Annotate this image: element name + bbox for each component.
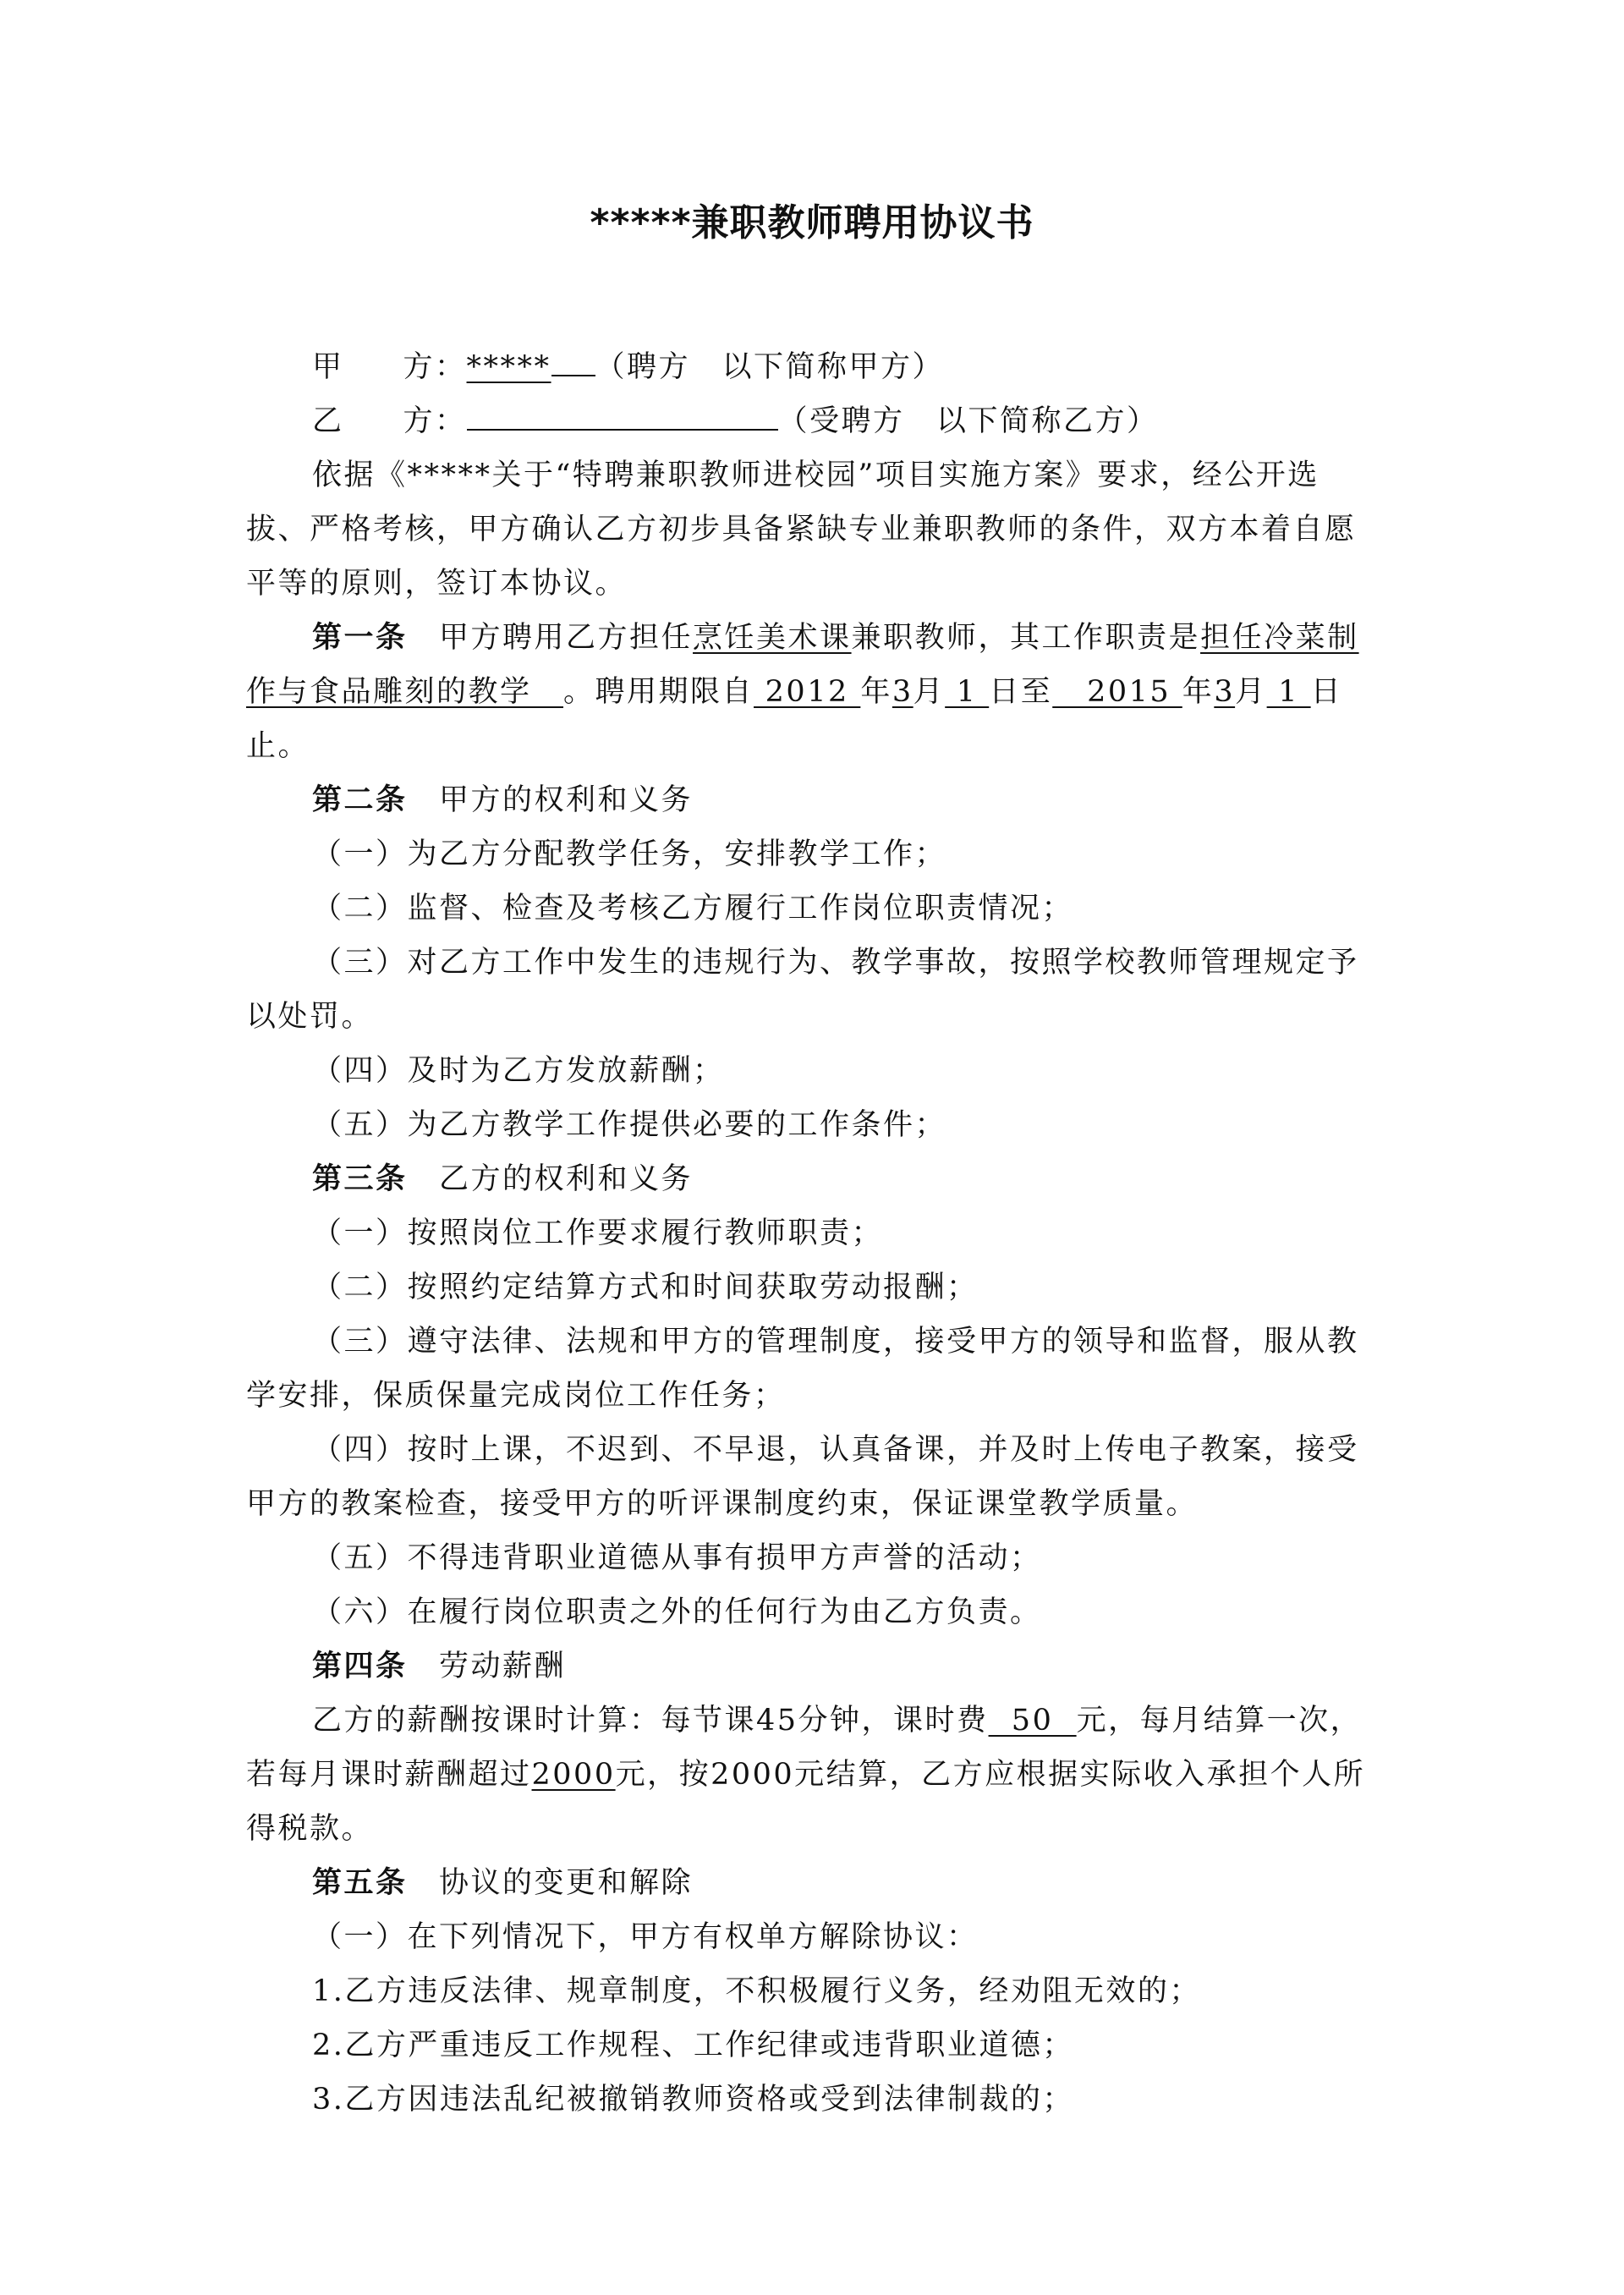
end-month: 3	[1214, 675, 1236, 709]
year-label: 年	[860, 675, 892, 709]
article-4-heading-line	[246, 1639, 1378, 1694]
party-b-label-1: 乙	[312, 404, 344, 438]
party-b-note: （受聘方 以下简称乙方）	[777, 404, 1159, 438]
party-b-line	[246, 394, 1378, 448]
month-label: 月	[913, 675, 946, 709]
article-4-heading: 第四条	[312, 1650, 408, 1683]
article-2-heading: 第二条	[312, 783, 408, 817]
list-item: （四）及时为乙方发放薪酬；	[312, 1054, 725, 1088]
list-item: （一）为乙方分配教学任务，安排教学工作；	[312, 837, 947, 871]
document-title: *****兼职教师聘用协议书	[590, 201, 1034, 244]
list-item: 1.乙方违反法律、规章制度，不积极履行义务，经劝阻无效的；	[312, 1974, 1201, 2008]
party-a-label-2: 方：	[403, 350, 467, 384]
article-3-heading-line	[246, 1152, 1378, 1206]
article-3-heading: 第三条	[312, 1162, 408, 1196]
document-body	[246, 340, 1378, 2127]
article-5-title: 协议的变更和解除	[407, 1866, 694, 1900]
party-a-name-underline	[551, 374, 595, 376]
party-a-name: *****	[466, 350, 551, 384]
party-b-name-blank[interactable]	[467, 428, 778, 431]
end-day: 1	[1266, 675, 1311, 709]
party-a-line	[246, 340, 1378, 394]
list-item: （三）遵守法律、法规和甲方的管理制度，接受甲方的领导和监督，服从教学安排，保质保量完成岗位工作任务；	[246, 1325, 1359, 1413]
list-item: （五）为乙方教学工作提供必要的工作条件；	[312, 1108, 947, 1142]
list-item: （四）按时上课，不迟到、不早退，认真备课，并及时上传电子教案，接受甲方的教案检查，接受甲方的听评课制度约束，保证课堂教学质量。	[246, 1433, 1359, 1521]
salary-paragraph	[246, 1694, 1378, 1856]
article-1-text: 。聘用期限自	[563, 675, 754, 709]
salary-text: 乙方的薪酬按课时计算：每节课45分钟，课时费	[312, 1704, 989, 1738]
start-day: 1	[945, 675, 990, 709]
article-5-subheading: （一）在下列情况下，甲方有权单方解除协议：	[312, 1920, 979, 1954]
job-duty: 担任冷菜制作与食品雕刻的教学	[246, 621, 1359, 709]
list-item: （六）在履行岗位职责之外的任何行为由乙方负责。	[312, 1595, 1042, 1629]
list-item: 2.乙方严重违反工作规程、工作纪律或违背职业道德；	[312, 2029, 1074, 2062]
article-5-heading: 第五条	[312, 1866, 408, 1900]
article-5-heading-line	[246, 1856, 1378, 1910]
list-item: （二）监督、检查及考核乙方履行工作岗位职责情况；	[312, 892, 1074, 925]
article-1-text: 日止。	[246, 675, 1343, 763]
article-1-text: 兼职教师，其工作职责是	[851, 621, 1201, 655]
month-label: 月	[1235, 675, 1267, 709]
list-item: （二）按照约定结算方式和时间获取劳动报酬；	[312, 1271, 979, 1304]
article-1-heading: 第一条	[312, 621, 408, 655]
party-a-note: （聘方 以下简称甲方）	[595, 350, 945, 384]
list-item: （一）按照岗位工作要求履行教师职责；	[312, 1216, 884, 1250]
intro-paragraph: 依据《*****关于“特聘兼职教师进校园”项目实施方案》要求，经公开选拔、严格考核，甲方确认乙方初步具备紧缺专业兼职教师的条件，双方本着自愿平等的原则，签订本协议。	[246, 458, 1357, 601]
article-4-title: 劳动薪酬	[407, 1650, 567, 1683]
party-a-label-1: 甲	[312, 350, 344, 384]
article-1-text: 日至	[989, 675, 1053, 709]
salary-cap: 2000	[531, 1758, 616, 1792]
start-month: 3	[892, 675, 914, 709]
hourly-fee: 50	[988, 1704, 1077, 1738]
article-1	[246, 611, 1378, 773]
end-year: 2015	[1052, 675, 1182, 709]
salary-text: 元，每月结算一次，若每月课时薪酬超过	[246, 1704, 1363, 1792]
party-b-label-2: 方：	[403, 404, 467, 438]
salary-text: 元，按2000元结算，乙方应根据实际收入承担个人所得税款。	[246, 1758, 1366, 1846]
article-3-title: 乙方的权利和义务	[407, 1162, 694, 1196]
article-2-title: 甲方的权利和义务	[407, 783, 694, 817]
year-label: 年	[1182, 675, 1215, 709]
list-item: 3.乙方因违法乱纪被撤销教师资格或受到法律制裁的；	[312, 2083, 1074, 2117]
list-item: （五）不得违背职业道德从事有损甲方声誉的活动；	[312, 1541, 1042, 1575]
article-1-text: 甲方聘用乙方担任	[407, 621, 694, 655]
start-year: 2012	[754, 675, 861, 709]
list-item: （三）对乙方工作中发生的违规行为、教学事故，按照学校教师管理规定予以处罚。	[246, 946, 1359, 1034]
article-2-heading-line	[246, 773, 1378, 827]
course-name: 烹饪美术课	[693, 621, 852, 655]
